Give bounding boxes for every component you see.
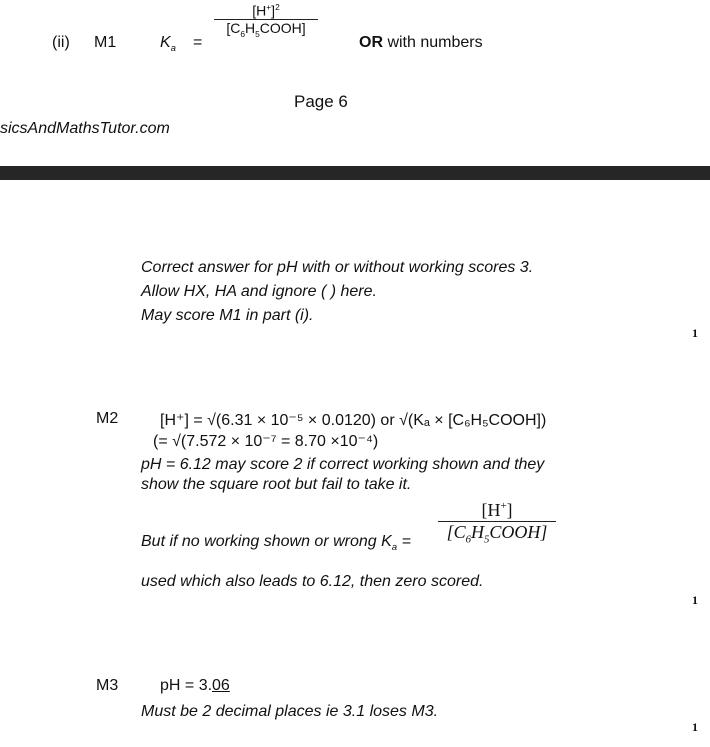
note-line-1: Correct answer for pH with or without working scores 3.: [141, 259, 534, 276]
mark-1: 1: [692, 326, 698, 340]
m2-line-6: used which also leads to 6.12, then zero scored.: [141, 573, 484, 590]
mark-code-m1: M1: [94, 34, 117, 51]
fraction-numerator: $[H^+]^2$: [214, 2, 318, 20]
ka-symbol: $K_a$: [160, 34, 177, 55]
footer-site: sicsAndMathsTutor.com: [0, 120, 170, 137]
m2-line-4: show the square root but fail to take it.: [141, 476, 412, 493]
mark-code-m2: M2: [96, 410, 119, 427]
mark-m2: 1: [692, 593, 698, 607]
mark-m3: 1: [692, 720, 698, 734]
m2-ka-fraction: [438, 500, 556, 546]
ka-fraction: [214, 2, 318, 38]
m3-line-2: Must be 2 decimal places ie 3.1 loses M3.: [141, 703, 439, 720]
page-number: Page 6: [294, 92, 348, 111]
note-line-3: May score M1 in part (i).: [141, 307, 314, 324]
m2-line-5: But if no working shown or wrong $K_a$ =: [141, 533, 411, 554]
m2-line-3: pH = 6.12 may score 2 if correct working shown and they: [141, 456, 545, 473]
fraction-numerator: [H+]: [438, 500, 556, 522]
equals-sign: =: [193, 34, 203, 51]
m2-equation-2: (= √(7.572 × 10⁻⁷ = 8.70 ×10⁻⁴): [153, 433, 379, 450]
fraction-denominator: $[C_6H_5COOH]$: [226, 19, 306, 39]
fraction-denominator: $[C_6H_5COOH]$: [446, 522, 548, 546]
m3-ph-value: pH = 3.06: [160, 677, 230, 694]
mark-code-m3: M3: [96, 677, 119, 694]
or-with-numbers: OR with numbers: [359, 34, 483, 51]
part-label: (ii): [52, 34, 70, 51]
note-line-2: Allow HX, HA and ignore ( ) here.: [141, 283, 377, 300]
m2-equation-1: [H⁺] = √(6.31 × 10⁻⁵ × 0.0120) or √(Kₐ × [C₆H₅COOH]): [160, 412, 547, 429]
page-separator: [0, 166, 710, 180]
